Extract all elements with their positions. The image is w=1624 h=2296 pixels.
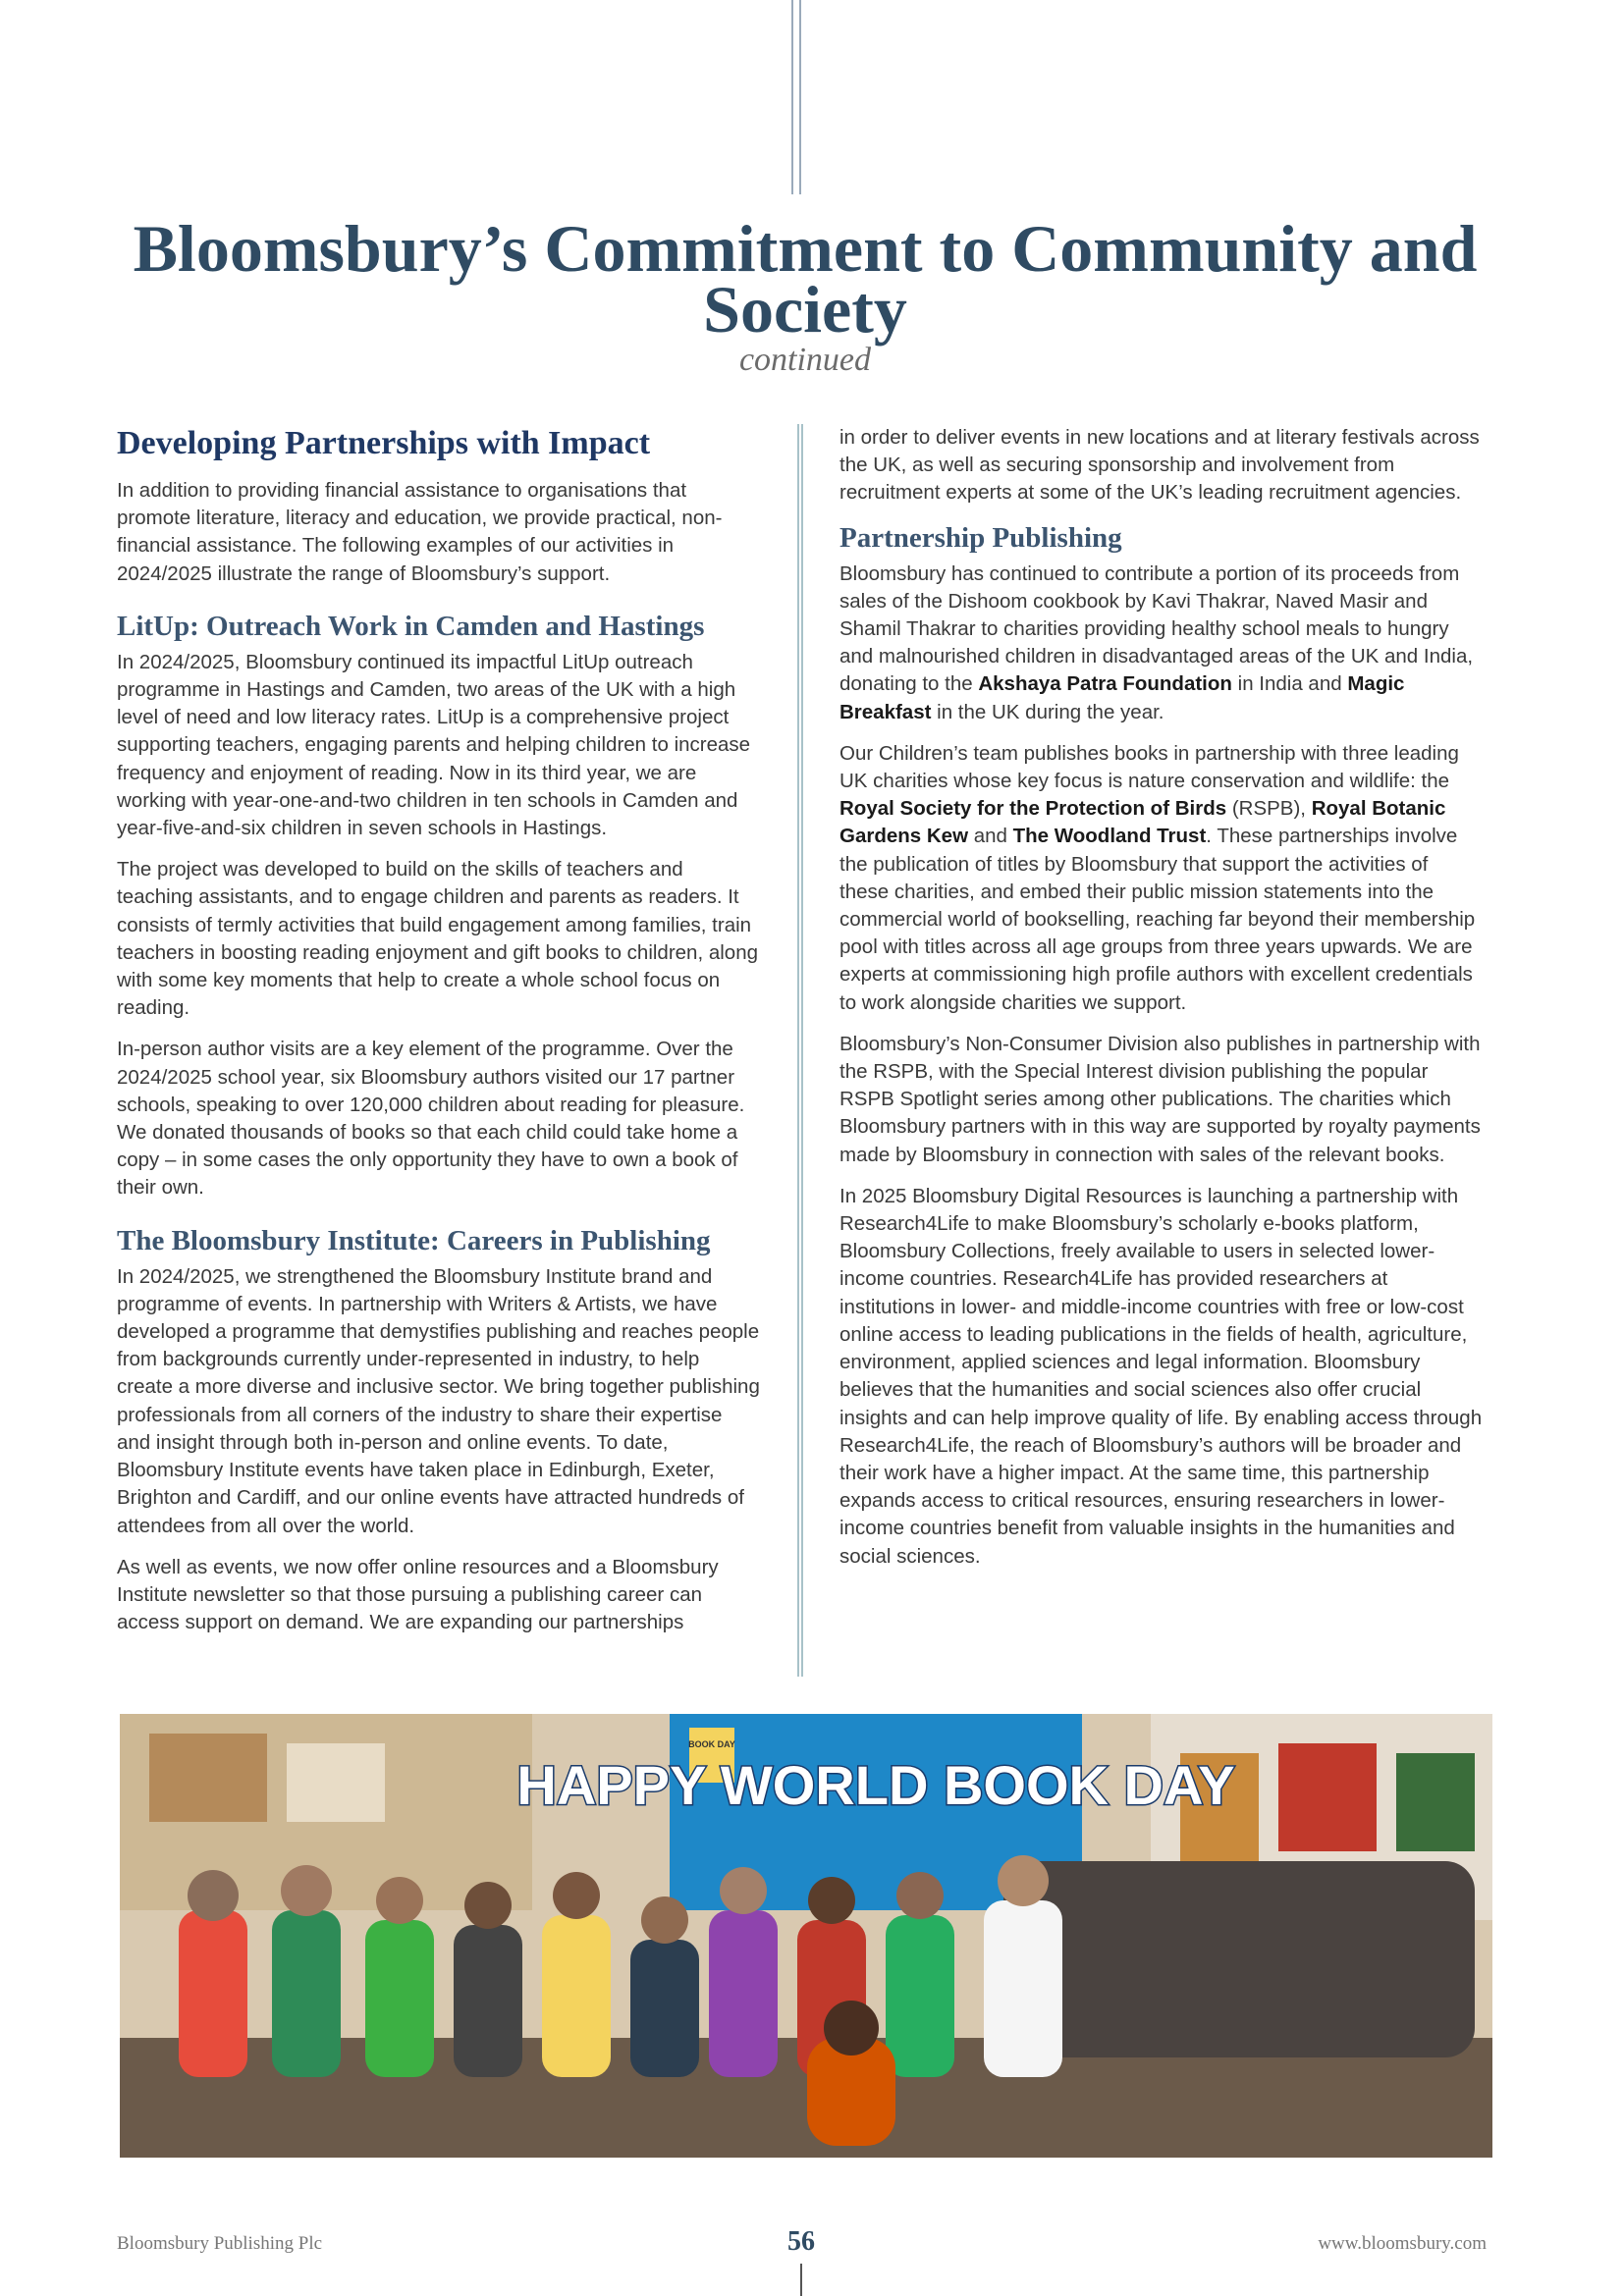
intro-paragraph: In addition to providing financial assistance to organisations that promote literature, literacy and education, we provide practical, non-financial assistance. The following examples of our activities in 2024/2025 illustrate the range of Bloomsbury’s support.: [117, 479, 723, 585]
footer-website: www.bloomsbury.com: [1318, 2233, 1487, 2254]
kew-text: Royal Botanic Gardens Kew: [839, 797, 1446, 848]
world-book-day-photo-illustration: [120, 1714, 1492, 2158]
partnership-paragraph-1: Bloomsbury has continued to contribute a portion of its proceeds from sales of the Dishoom cookbook by Kavi Thakrar, Naved Masir and Shamil Thakrar to charities providing healthy school meals to hungry and malnourished children in disadvantaged areas of the UK and India, donating to the Akshaya Patra Foundation in India and Magic Breakfast in the UK during the year.: [839, 561, 1474, 723]
litup-heading: LitUp: Outreach Work in Camden and Hastings: [117, 610, 705, 642]
litup-paragraph-2: The project was developed to build on the skills of teachers and teaching assistants, and to engage children and parents as readers. It consists of termly activities that build engagement among families, train teachers in boosting reading enjoyment and gift books to children, along with some key moments that help to create a whole school focus on reading.: [117, 858, 759, 1020]
continued-paragraph: in order to deliver events in new locations and at literary festivals across the UK, as well as securing sponsorship and involvement from recruitment experts at some of the UK’s leading recruitment agencies.: [839, 426, 1480, 505]
page-number: 56: [787, 2226, 815, 2257]
partnership-paragraph-4: In 2025 Bloomsbury Digital Resources is launching a partnership with Research4Life to make Bloomsbury’s scholarly e-books platform, Bloomsbury Collections, freely available to users in selected lower-income countries. Research4Life has provided researchers at institutions in lower- and middle-income countries with free or low-cost online access to leading publications in the fields of health, agriculture, environment, applied sciences and legal information. Bloomsbury believes that the humanities and social sciences also offer crucial insights and can help improve quality of life. By enabling access through Research4Life, the reach of Bloomsbury’s authors will be broader and their work have a higher impact. At the same time, this partnership expands access to critical resources, ensuring researchers in lower-income countries benefit from valuable insights in the humanities and social sciences.: [839, 1184, 1483, 1568]
woodland-trust-text: The Woodland Trust: [1012, 825, 1207, 848]
book-day-logo-text: BOOK DAY: [688, 1739, 735, 1749]
partnership-paragraph-3: Bloomsbury’s Non-Consumer Division also publishes in partnership with the RSPB, with the Special Interest division publishing the popular RSPB Spotlight series among other publications. The charities which Bloomsbury partners with in this way are supported by royalty payments made by Bloomsbury in connection with sales of the relevant books.: [839, 1032, 1481, 1166]
page-title: Bloomsbury’s Commitment to Community and Society: [133, 211, 1478, 347]
magic-breakfast-text: Magic Breakfast: [839, 672, 1405, 723]
world-book-day-photo: [120, 1714, 1492, 2158]
partnership-paragraph-2: Our Children’s team publishes books in partnership with three leading UK charities whose key focus is nature conservation and wildlife: the Royal Society for the Protection of Birds (RSPB), Royal Botanic Gardens Kew and The Woodland Trust. These partnerships involve the publication of titles by Bloomsbury that support the activities of these charities, and embed their public mission statements into the commercial world of bookselling, reaching far beyond their membership pool with titles across all age groups from three years upwards. We are experts at commissioning high profile authors with excellent credentials to work alongside charities we support.: [839, 741, 1476, 1014]
title-block: [118, 211, 1492, 379]
section-heading: Developing Partnerships with Impact: [117, 425, 651, 461]
footer-company: Bloomsbury Publishing Plc: [117, 2233, 323, 2254]
akshaya-patra-link-text: Akshaya Patra Foundation: [978, 672, 1232, 696]
litup-paragraph-3: In-person author visits are a key element of the programme. Over the 2024/2025 school year, six Bloomsbury authors visited our 17 partner schools, speaking to over 120,000 children about reading for pleasure. We donated thousands of books so that each child could take home a copy – in some cases the only opportunity they have to own a book of their own.: [117, 1038, 745, 1200]
partnership-publishing-heading: Partnership Publishing: [839, 521, 1122, 554]
litup-paragraph-1: In 2024/2025, Bloomsbury continued its impactful LitUp outreach programme in Hastings and Camden, two areas of the UK with a high level of need and low literacy rates. LitUp is a comprehensive project supporting teachers, engaging parents and helping children to increase frequency and enjoyment of reading. Now in its third year, we are working with year-one-and-two children in ten schools in Camden and year-five-and-six children in seven schools in Hastings.: [117, 650, 751, 840]
left-column: [117, 424, 760, 1650]
page-subtitle: continued: [738, 342, 872, 378]
institute-heading: The Bloomsbury Institute: Careers in Publishing: [117, 1224, 711, 1256]
happy-world-book-day-screen-text: HAPPY WORLD BOOK DAY: [516, 1754, 1235, 1816]
right-column: [839, 424, 1483, 1584]
institute-paragraph-1: In 2024/2025, we strengthened the Bloomsbury Institute brand and programme of events. In partnership with Writers & Artists, we have developed a programme that demystifies publishing and reaches people from backgrounds currently under-represented in industry, to help create a more diverse and inclusive sector. We bring together publishing professionals from all corners of the industry to share their expertise and insight through both in-person and online events. To date, Bloomsbury Institute events have taken place in Edinburgh, Exeter, Brighton and Cardiff, and our online events have attracted hundreds of attendees from all over the world.: [117, 1264, 760, 1537]
bottom-decorative-rule: [800, 2264, 802, 2296]
column-divider: [797, 424, 803, 1677]
institute-paragraph-2: As well as events, we now offer online resources and a Bloomsbury Institute newsletter so that those pursuing a publishing career can access support on demand. We are expanding our partnerships: [117, 1555, 719, 1634]
rspb-text: Royal Society for the Protection of Birds: [839, 797, 1227, 821]
top-decorative-rule: [791, 0, 801, 194]
